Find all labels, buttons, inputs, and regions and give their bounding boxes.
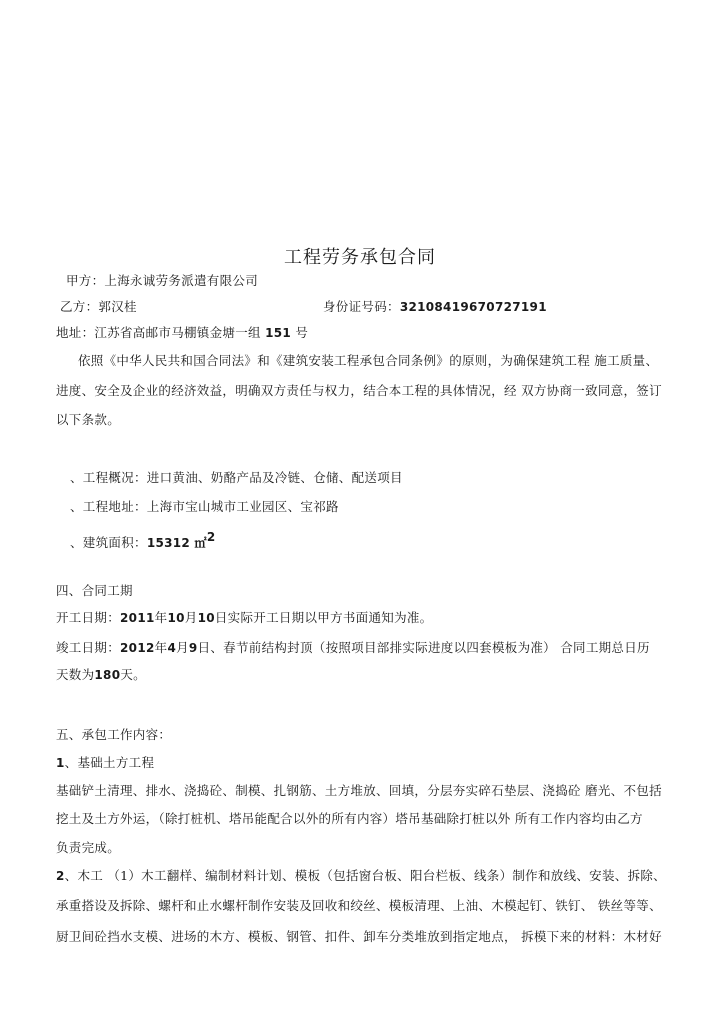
intro-line-3: 以下条款。 (56, 412, 121, 427)
area-label: 、建筑面积： (70, 535, 147, 550)
end-label: 竣工日期： (56, 640, 121, 655)
intro-line-1: 依照《中华人民共和国合同法》和《建筑安装工程承包合同条例》的原则，为确保建筑工程 施工质量、 (78, 353, 659, 368)
start-year: 2011 (120, 611, 155, 625)
id-number-line (323, 299, 547, 315)
item-1-number: 1 (56, 756, 65, 770)
start-label: 开工日期： (56, 610, 121, 625)
item-1-title: 、基础土方工程 (64, 755, 155, 770)
end-year-unit: 年 (154, 640, 168, 655)
party-b-line: 乙方：郭汉桂 (60, 299, 137, 314)
intro-line-2: 进度、安全及企业的经济效益，明确双方责任与权力，结合本工程的具体情况，经 双方协商一致同意，签订 (56, 383, 662, 398)
start-month-unit: 月 (184, 610, 198, 625)
start-month: 10 (167, 611, 185, 625)
section-4-title: 四、合同工期 (56, 583, 133, 598)
end-date-line (56, 640, 650, 656)
area-line (70, 529, 216, 551)
item-2-line-3: 厨卫间砼挡水支模、进场的木方、模板、钢管、扣件、卸车分类堆放到指定地点， 拆模下来的材料：木材好 (56, 929, 662, 944)
area-superscript: 2 (206, 530, 216, 544)
start-day: 10 (197, 611, 215, 625)
item-1-line-1: 基础铲土清理、排水、浇捣砼、制模、扎钢筋、土方堆放、回填，分层夯实碎石垫层、浇捣砼 磨光、不包括 (56, 783, 662, 798)
total-days-prefix: 天数为 (56, 667, 95, 682)
id-number: 32108419670727191 (399, 300, 547, 314)
item-1-title-line (56, 755, 154, 771)
total-days-suffix: 天。 (120, 667, 146, 682)
party-a-line: 甲方：上海永诚劳务派遣有限公司 (66, 273, 259, 288)
contract-title: 工程劳务承包合同 (284, 247, 436, 268)
site-line: 、工程地址：上海市宝山城市工业园区、宝祁路 (70, 499, 339, 514)
item-2-line-1 (56, 868, 666, 884)
start-date-line (56, 610, 432, 626)
end-month: 4 (167, 641, 177, 655)
overview-line: 、工程概况：进口黄油、奶酪产品及冷链、仓储、配送项目 (70, 470, 403, 485)
address-line (56, 325, 308, 341)
end-year: 2012 (120, 641, 155, 655)
item-1-line-2: 挖土及土方外运，（除打桩机、塔吊能配合以外的所有内容）塔吊基础除打桩以外 所有工作内容均由乙方 (56, 811, 643, 826)
address-suffix: 号 (295, 325, 309, 340)
item-2-line-2: 承重搭设及拆除、螺杆和止水螺杆制作安装及回收和绞丝、模板清理、上油、木模起钉、铁钉、 铁丝等等、 (56, 898, 662, 913)
address-label: 地址：江苏省高邮市马棚镇金塘一组 (56, 325, 261, 340)
area-value: 15312 ㎡ (146, 536, 207, 550)
item-2-text: 、木工 （1）木工翻样、编制材料计划、模板（包括窗台板、阳台栏板、线条）制作和放线、安装、拆除、 (64, 868, 666, 883)
address-number: 151 (265, 326, 292, 340)
total-days: 180 (94, 668, 121, 682)
item-1-line-3: 负责完成。 (56, 840, 121, 855)
end-rest: 日、春节前结构封顶（按照项目部排实际进度以四套模板为准） 合同工期总日历 (197, 640, 650, 655)
total-days-line (56, 667, 146, 683)
start-year-unit: 年 (154, 610, 168, 625)
end-month-unit: 月 (176, 640, 189, 655)
id-label: 身份证号码： (323, 299, 400, 314)
section-5-title: 五、承包工作内容： (56, 727, 172, 742)
end-day: 9 (188, 641, 198, 655)
start-rest: 日实际开工日期以甲方书面通知为准。 (214, 610, 433, 625)
item-2-number: 2 (56, 869, 65, 883)
